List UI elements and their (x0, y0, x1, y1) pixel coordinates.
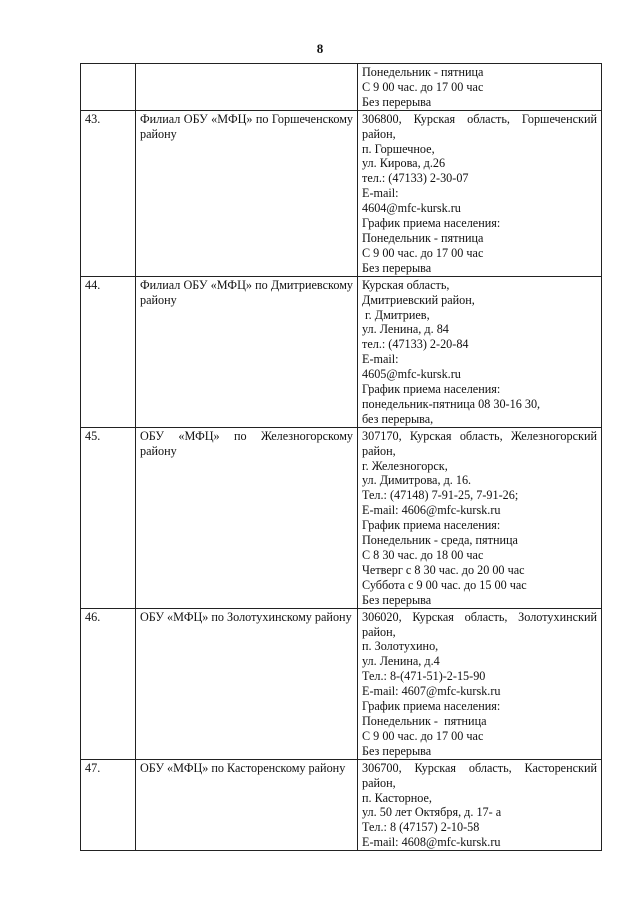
office-name: ОБУ «МФЦ» по Золотухинскому району (136, 608, 358, 759)
email-line: E-mail: 4608@mfc-kursk.ru (362, 835, 501, 850)
detail-line: С 9 00 час. до 17 00 час (362, 728, 484, 743)
office-name: Филиал ОБУ «МФЦ» по Горшеченскому району (136, 110, 358, 276)
table-row (81, 608, 602, 759)
detail-line: понедельник-пятница 08 30-16 30, (362, 396, 541, 411)
detail-line: Тел.: 8-(471-51)-2-15-90 (362, 669, 486, 684)
detail-line: Без перерыва (362, 743, 432, 758)
office-details (358, 427, 602, 608)
row-number: 44. (81, 276, 136, 427)
detail-line: С 8 30 час. до 18 00 час (362, 548, 484, 562)
email-line: E-mail: 4606@mfc-kursk.ru (362, 503, 501, 518)
detail-line: тел.: (47133) 2-30-07 (362, 171, 469, 186)
detail-line: График приема населения: (362, 699, 501, 714)
detail-line: Тел.: 8 (47157) 2-10-58 (362, 820, 480, 835)
detail-line: г. Дмитриев, (362, 307, 430, 322)
detail-line: График приема населения: (362, 382, 501, 397)
detail-line: Без перерыва (362, 260, 432, 275)
office-name (136, 64, 358, 111)
detail-line: График приема населения: (362, 518, 501, 533)
detail-line: п. Горшечное, (362, 141, 435, 156)
table-row (81, 427, 602, 608)
detail-line: Понедельник - пятница (362, 230, 484, 245)
detail-line: 307170, Курская область, Железногорский район, (362, 428, 597, 458)
detail-line: тел.: (47133) 2-20-84 (362, 337, 469, 352)
detail-line: ул. Димитрова, д. 16. (362, 473, 472, 488)
detail-line: График приема населения: (362, 216, 501, 231)
detail-line: Без перерыва (362, 94, 432, 109)
detail-line: Четверг с 8 30 час. до 20 00 час (362, 562, 525, 577)
table-row (81, 276, 602, 427)
detail-line: Тел.: (47148) 7-91-25, 7-91-26; (362, 488, 519, 503)
detail-line: п. Золотухино, (362, 639, 439, 654)
office-details (358, 276, 602, 427)
detail-line: ул. Ленина, д. 84 (362, 322, 449, 337)
row-number: 43. (81, 110, 136, 276)
detail-line: E-mail: (362, 352, 399, 367)
detail-line: Понедельник - пятница (362, 65, 484, 79)
detail-line: Понедельник - пятница (362, 713, 487, 728)
detail-line: ул. 50 лет Октября, д. 17- а (362, 805, 502, 820)
detail-line: Понедельник - среда, пятница (362, 533, 518, 548)
row-number: 46. (81, 608, 136, 759)
detail-line: 306800, Курская область, Горшеченский район, (362, 111, 597, 141)
office-details (358, 64, 602, 111)
table-row (81, 110, 602, 276)
table-row (81, 759, 602, 850)
detail-line: Дмитриевский район, (362, 292, 475, 307)
detail-line: Курская область, (362, 277, 450, 292)
detail-line: без перерыва, (362, 411, 434, 426)
detail-line: г. Железногорск, (362, 458, 448, 473)
office-details (358, 759, 602, 850)
row-number: 47. (81, 759, 136, 850)
detail-line: 306700, Курская область, Касторенский район, (362, 760, 597, 790)
row-number: 45. (81, 427, 136, 608)
detail-line: С 9 00 час. до 17 00 час (362, 245, 484, 260)
table-row (81, 64, 602, 111)
email-line: 4605@mfc-kursk.ru (362, 367, 461, 382)
detail-line: 306020, Курская область, Золотухинский район, (362, 609, 597, 639)
detail-line: С 9 00 час. до 17 00 час (362, 79, 484, 94)
email-line: E-mail: 4607@mfc-kursk.ru (362, 684, 501, 699)
detail-line: ул. Кирова, д.26 (362, 156, 446, 171)
office-details (358, 608, 602, 759)
page-number: 8 (316, 41, 324, 56)
office-name: ОБУ «МФЦ» по Железногорскому району (136, 427, 358, 608)
email-line: 4604@mfc-kursk.ru (362, 201, 461, 216)
detail-line: E-mail: (362, 186, 399, 201)
detail-line: ул. Ленина, д.4 (362, 654, 440, 669)
detail-line: Без перерыва (362, 592, 432, 607)
office-name: Филиал ОБУ «МФЦ» по Дмитриевскому району (136, 276, 358, 427)
row-number (81, 64, 136, 111)
detail-line: п. Касторное, (362, 790, 432, 805)
office-name: ОБУ «МФЦ» по Касторенскому району (136, 759, 358, 850)
offices-table (80, 63, 602, 851)
office-details (358, 110, 602, 276)
detail-line: Суббота с 9 00 час. до 15 00 час (362, 577, 527, 592)
